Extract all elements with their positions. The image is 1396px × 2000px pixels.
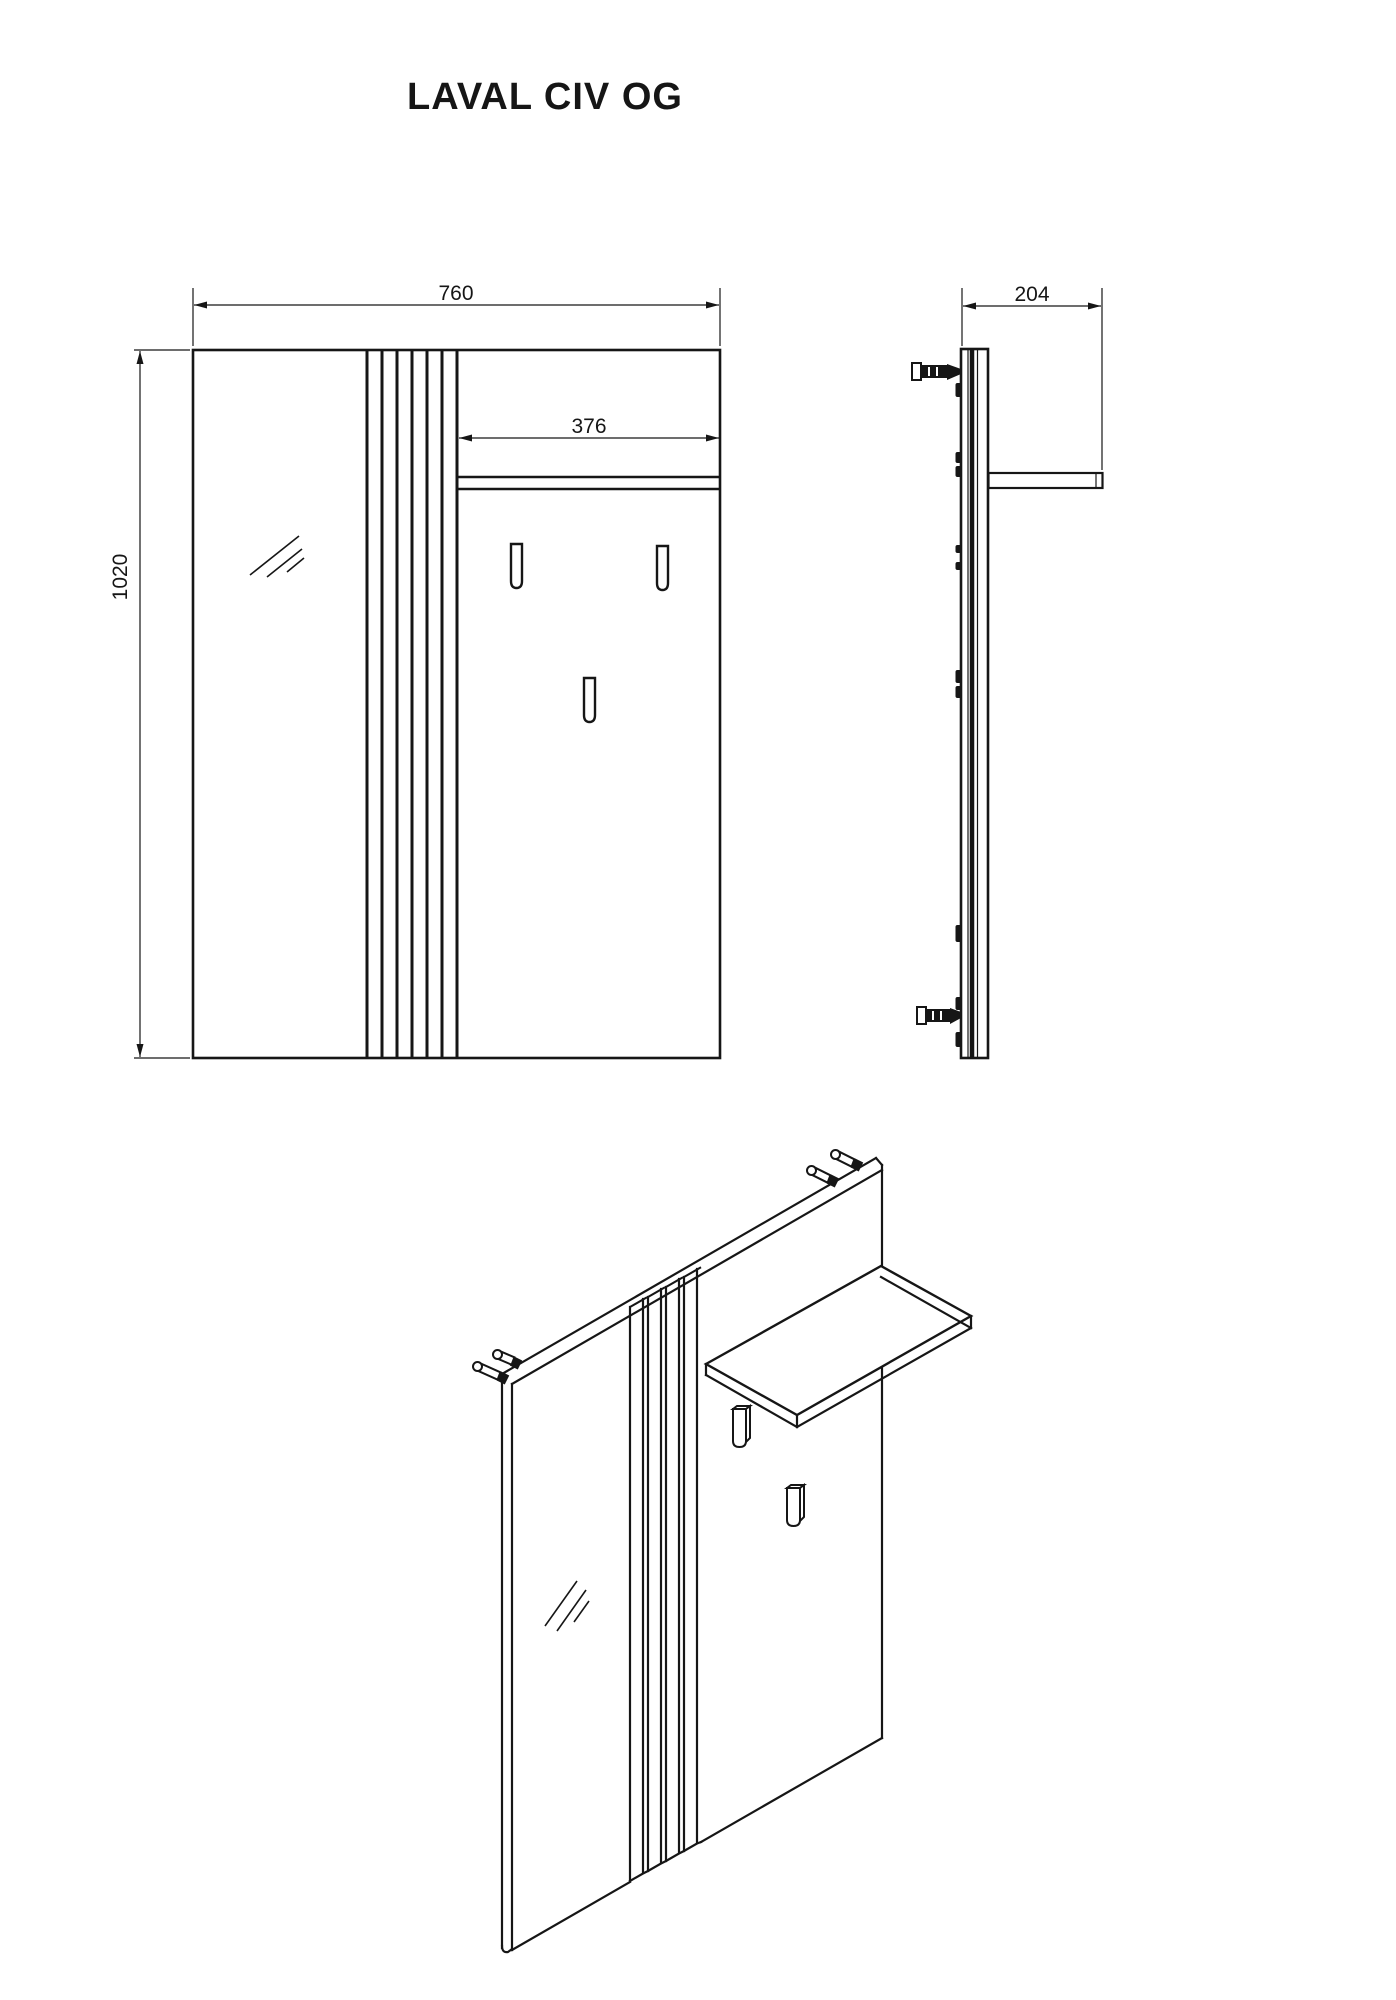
isometric-view xyxy=(473,1150,971,1952)
slat-panel xyxy=(367,350,457,1058)
side-panel-outline xyxy=(961,349,988,1058)
iso-mounting-screw xyxy=(493,1350,520,1365)
dim-front-width-label: 760 xyxy=(438,282,474,305)
drawing-title: LAVAL CIV OG xyxy=(407,76,683,118)
iso-mirror-glass-hatch xyxy=(545,1581,589,1631)
iso-coat-hook xyxy=(787,1485,804,1526)
iso-mirror-panel xyxy=(502,1374,630,1952)
front-view xyxy=(109,282,720,1058)
iso-coat-hook xyxy=(733,1406,750,1447)
iso-bottom-right-edge xyxy=(701,1738,882,1842)
coat-hook xyxy=(584,678,595,722)
side-shelf xyxy=(989,473,1103,488)
dim-depth-label: 204 xyxy=(1014,283,1050,306)
dimension-shelf-width xyxy=(459,415,719,442)
mirror-glass-hatch xyxy=(250,536,304,577)
iso-slat-panel xyxy=(630,1267,701,1881)
iso-mounting-screw xyxy=(473,1362,507,1380)
dimension-height xyxy=(109,350,190,1058)
iso-mounting-screw xyxy=(831,1150,861,1167)
dimension-depth xyxy=(962,283,1102,470)
shelf-front-edge xyxy=(458,477,719,489)
iso-shelf xyxy=(706,1266,971,1427)
dim-front-height-label: 1020 xyxy=(109,553,132,601)
side-view xyxy=(912,283,1103,1058)
mounting-screw xyxy=(912,363,961,380)
mounting-screw xyxy=(917,1007,961,1024)
dim-shelf-width-label: 376 xyxy=(571,415,607,438)
iso-mounting-screw xyxy=(807,1166,837,1183)
dimension-width xyxy=(193,282,720,346)
coat-hook xyxy=(511,544,522,588)
coat-hook xyxy=(657,546,668,590)
